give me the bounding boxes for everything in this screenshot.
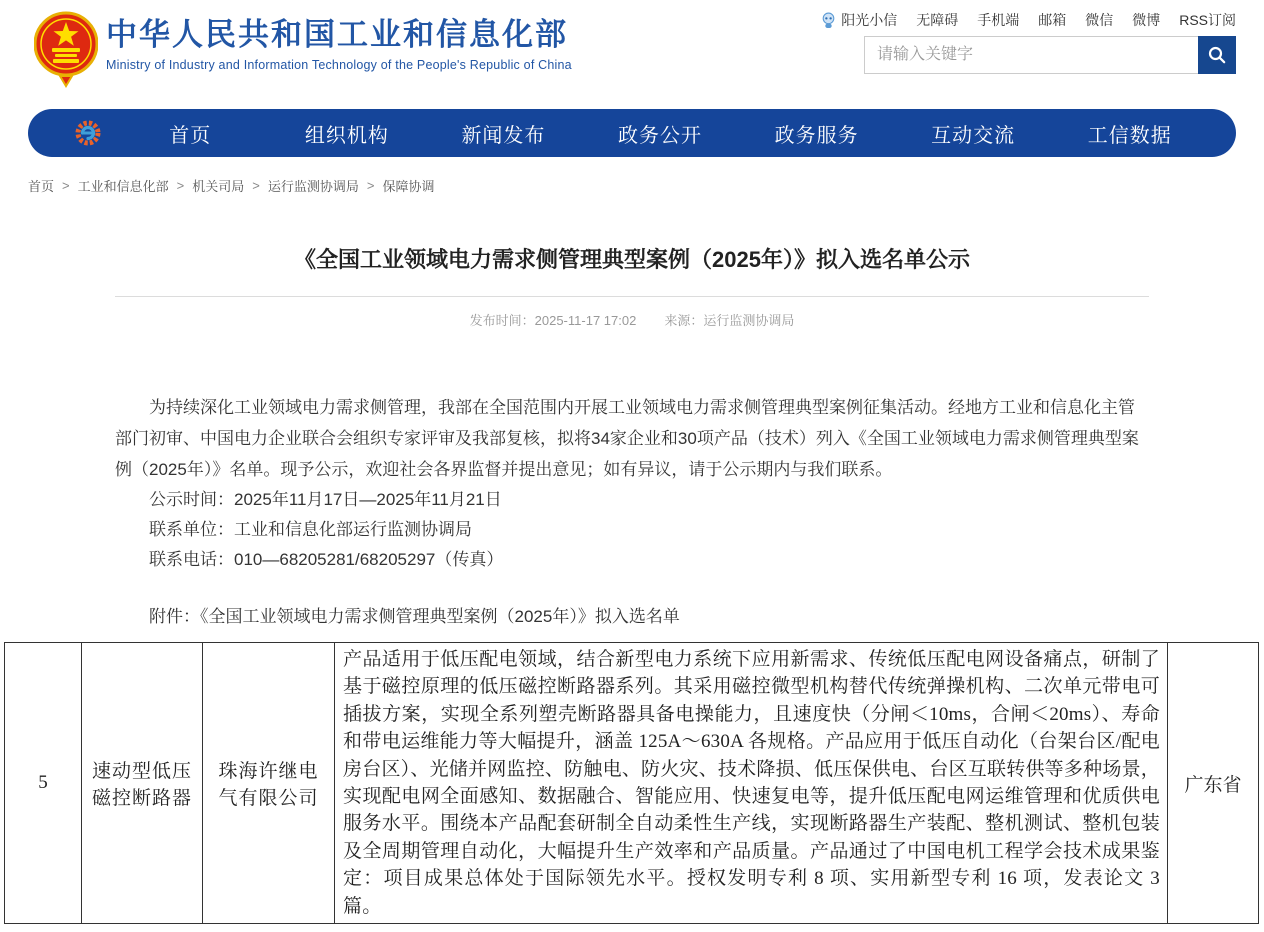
breadcrumb-item <box>382 176 434 195</box>
search-input[interactable] <box>864 36 1198 74</box>
article <box>115 244 1149 632</box>
top-link-wechat[interactable]: 微信 <box>1085 12 1114 28</box>
breadcrumb-item <box>268 176 375 195</box>
contact-phone-line: 联系电话：010—68205281/68205297（传真） <box>149 550 504 569</box>
nav-item[interactable] <box>582 119 739 148</box>
top-link-label: 阳光小信 <box>841 12 898 28</box>
cell-province: 广东省 <box>1168 643 1259 924</box>
cell-index: 5 <box>5 643 82 924</box>
site-header <box>0 0 1264 100</box>
mascot-icon <box>820 12 837 29</box>
nav-list <box>112 119 1208 148</box>
top-link-mobile[interactable]: 手机端 <box>977 12 1020 28</box>
article-title: 《全国工业领域电力需求侧管理典型案例（2025年）》拟入选名单公示 <box>294 247 970 272</box>
nav-item[interactable] <box>895 119 1052 148</box>
attachment-table <box>4 642 1259 924</box>
search-button[interactable] <box>1198 36 1236 74</box>
breadcrumb-item <box>78 176 185 195</box>
nav-item-link[interactable]: 新闻发布 <box>461 124 546 147</box>
top-link-weibo[interactable]: 微博 <box>1132 12 1161 28</box>
nav-item-link[interactable]: 首页 <box>169 124 212 147</box>
top-link-mail[interactable]: 邮箱 <box>1038 12 1067 28</box>
breadcrumb-link[interactable]: 机关司局 <box>192 179 245 194</box>
main-nav <box>28 109 1236 157</box>
top-link-rss[interactable]: RSS订阅 <box>1179 12 1236 28</box>
nav-item[interactable] <box>269 119 426 148</box>
top-link-sunshine[interactable] <box>820 10 897 30</box>
site-title: 中华人民共和国工业和信息化部 <box>106 17 568 52</box>
nav-item[interactable] <box>112 119 269 148</box>
nav-item-link[interactable]: 政务服务 <box>774 124 859 147</box>
notice-period-line: 公示时间：2025年11月17日—2025年11月21日 <box>149 490 502 509</box>
national-emblem-icon <box>34 10 98 88</box>
contact-unit-line: 联系单位：工业和信息化部运行监测协调局 <box>149 520 472 539</box>
top-links <box>820 10 1236 30</box>
breadcrumb-separator: > <box>366 178 375 193</box>
article-meta <box>115 310 1149 329</box>
nav-item-link[interactable]: 组织机构 <box>304 124 389 147</box>
nav-item[interactable] <box>738 119 895 148</box>
miit-logo-icon <box>74 119 102 147</box>
article-paragraph: 为持续深化工业领域电力需求侧管理，我部在全国范围内开展工业领域电力需求侧管理典型案例征集活动。经地方工业和信息化主管部门初审、中国电力企业联合会组织专家评审及我部复核，拟将34家企业和30项产品（技术）列入《全国工业领域电力需求侧管理典型案例（2025年）》名单。现予公示，欢迎社会各界监督并提出意见；如有异议，请于公示期内与我们联系。 <box>115 398 1139 479</box>
breadcrumb-link[interactable]: 保障协调 <box>382 179 435 194</box>
breadcrumb-link[interactable]: 首页 <box>28 179 55 194</box>
breadcrumb-separator: > <box>176 178 185 193</box>
cell-company: 珠海许继电气有限公司 <box>203 643 335 924</box>
breadcrumb-link[interactable]: 运行监测协调局 <box>267 179 359 194</box>
breadcrumb-item <box>28 176 70 195</box>
article-body <box>115 392 1149 632</box>
attachment-line: 附件：《全国工业领域电力需求侧管理典型案例（2025年）》拟入选名单 <box>149 607 680 626</box>
cell-product-name: 速动型低压磁控断路器 <box>82 643 203 924</box>
search-icon <box>1206 44 1228 66</box>
nav-item-link[interactable]: 互动交流 <box>931 124 1016 147</box>
breadcrumb-separator: > <box>252 178 260 193</box>
nav-item[interactable] <box>1051 119 1208 148</box>
search-bar <box>864 36 1236 74</box>
site-title-block <box>106 16 572 72</box>
publish-time: 发布时间：2025-11-17 17:02 <box>469 313 637 328</box>
breadcrumb <box>28 176 434 195</box>
cell-description: 产品适用于低压配电领域，结合新型电力系统下应用新需求、传统低压配电网设备痛点，研制了基于磁控原理的低压磁控断路器系列。其采用磁控微型机构替代传统弹操机构、二次单元带电可插拔方案，实现全系列塑壳断路器具备电操能力，且速度快（分闸＜10ms，合闸＜20ms）、寿命和带电运维能力等大幅提升，涵盖 125A～630A 各规格。产品应用于低压自动化（台架台区/配电房台区）、光储并网监控、防触电、防火灾、技术降损、低压保供电、台区互联转供等多种场景，实现配电网全面感知、数据融合、智能应用、快速复电等，提升低压配电网运维管理和优质供电服务水平。围绕本产品配套研制全自动柔性生产线，实现断路器生产装配、整机测试、整机包装及全周期管理自动化，大幅提升生产效率和产品质量。产品通过了中国电机工程学会技术成果鉴定：项目成果总体处于国际领先水平。授权发明专利 8 项、实用新型专利 16 项，发表论文 3 篇。 <box>335 643 1168 924</box>
nav-item[interactable] <box>425 119 582 148</box>
top-link-accessibility[interactable]: 无障碍 <box>916 12 959 28</box>
breadcrumb-item <box>192 176 260 195</box>
site-subtitle: Ministry of Industry and Information Technology of the People's Republic of China <box>106 58 572 72</box>
breadcrumb-link[interactable]: 工业和信息化部 <box>77 179 169 194</box>
table-row <box>5 643 1259 924</box>
nav-item-link[interactable]: 工信数据 <box>1087 124 1172 147</box>
nav-item-link[interactable]: 政务公开 <box>618 124 703 147</box>
article-source: 来源：运行监测协调局 <box>664 313 795 328</box>
article-divider <box>115 296 1149 297</box>
breadcrumb-separator: > <box>62 178 70 193</box>
